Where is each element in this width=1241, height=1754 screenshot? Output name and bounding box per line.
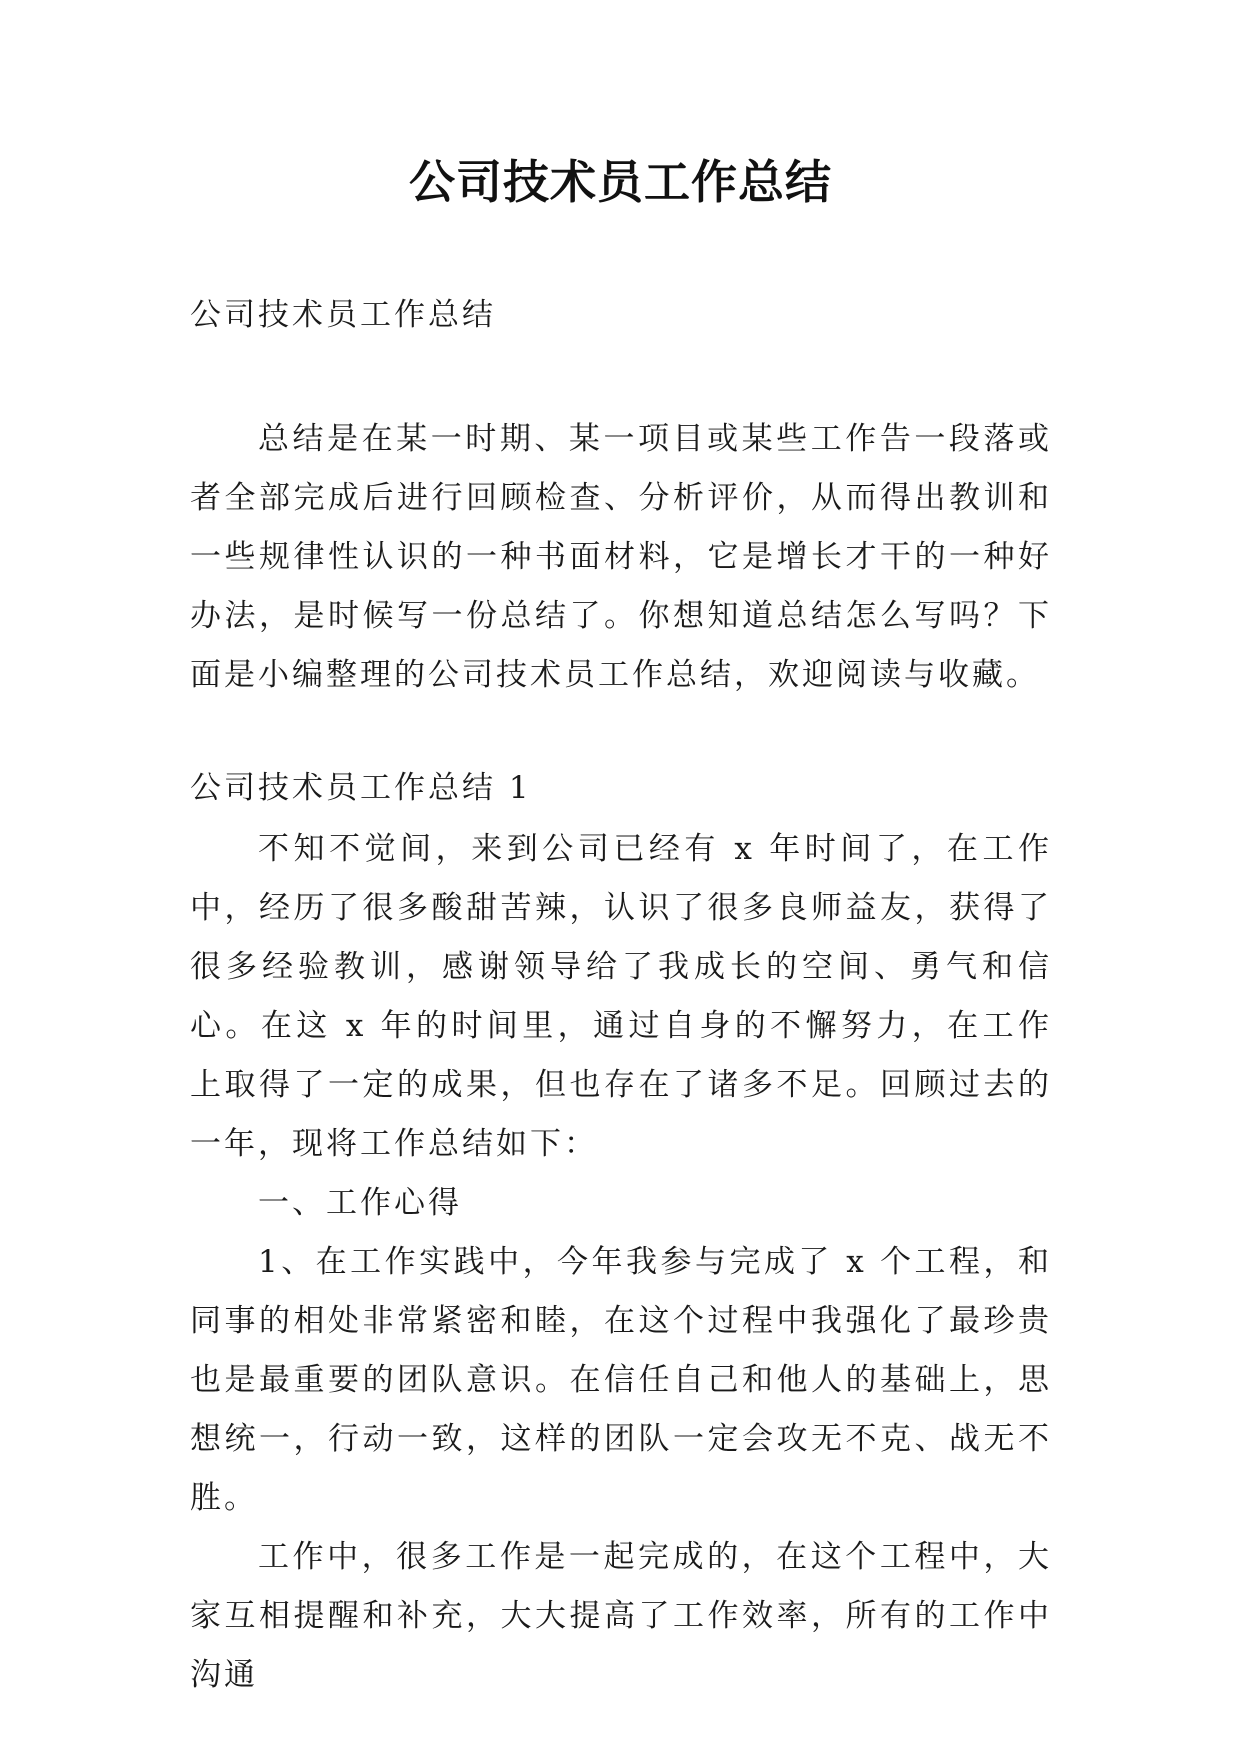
section-heading: 公司技术员工作总结 1 [190,770,532,806]
body-subheading: 一、工作心得 [258,1185,462,1221]
section-body [190,820,1052,1705]
body-paragraph: 不知不觉间，来到公司已经有 x 年时间了，在工作中，经历了很多酸甜苦辣，认识了很多良师益友，获得了很多经验教训，感谢领导给了我成长的空间、勇气和信心。在这 x 年的时间里，通过自身的不懈努力，在工作上取得了一定的成果，但也存在了诸多不足。回顾过去的一年，现将工作总结如下： [190,831,1052,1162]
body-paragraph: 1、在工作实践中，今年我参与完成了 x 个工程，和同事的相处非常紧密和睦，在这个过程中我强化了最珍贵也是最重要的团队意识。在信任自己和他人的基础上，思想统一，行动一致，这样的团队一定会攻无不克、战无不胜。 [190,1244,1052,1516]
body-paragraph: 工作中，很多工作是一起完成的，在这个工程中，大家互相提醒和补充，大大提高了工作效率，所有的工作中沟通 [190,1539,1052,1693]
document-title: 公司技术员工作总结 [409,155,832,209]
intro-paragraph: 总结是在某一时期、某一项目或某些工作告一段落或者全部完成后进行回顾检查、分析评价，从而得出教训和一些规律性认识的一种书面材料，它是增长才干的一种好办法，是时候写一份总结了。你想知道总结怎么写吗？下面是小编整理的公司技术员工作总结，欢迎阅读与收藏。 [190,421,1052,693]
document-subtitle: 公司技术员工作总结 [190,297,496,333]
